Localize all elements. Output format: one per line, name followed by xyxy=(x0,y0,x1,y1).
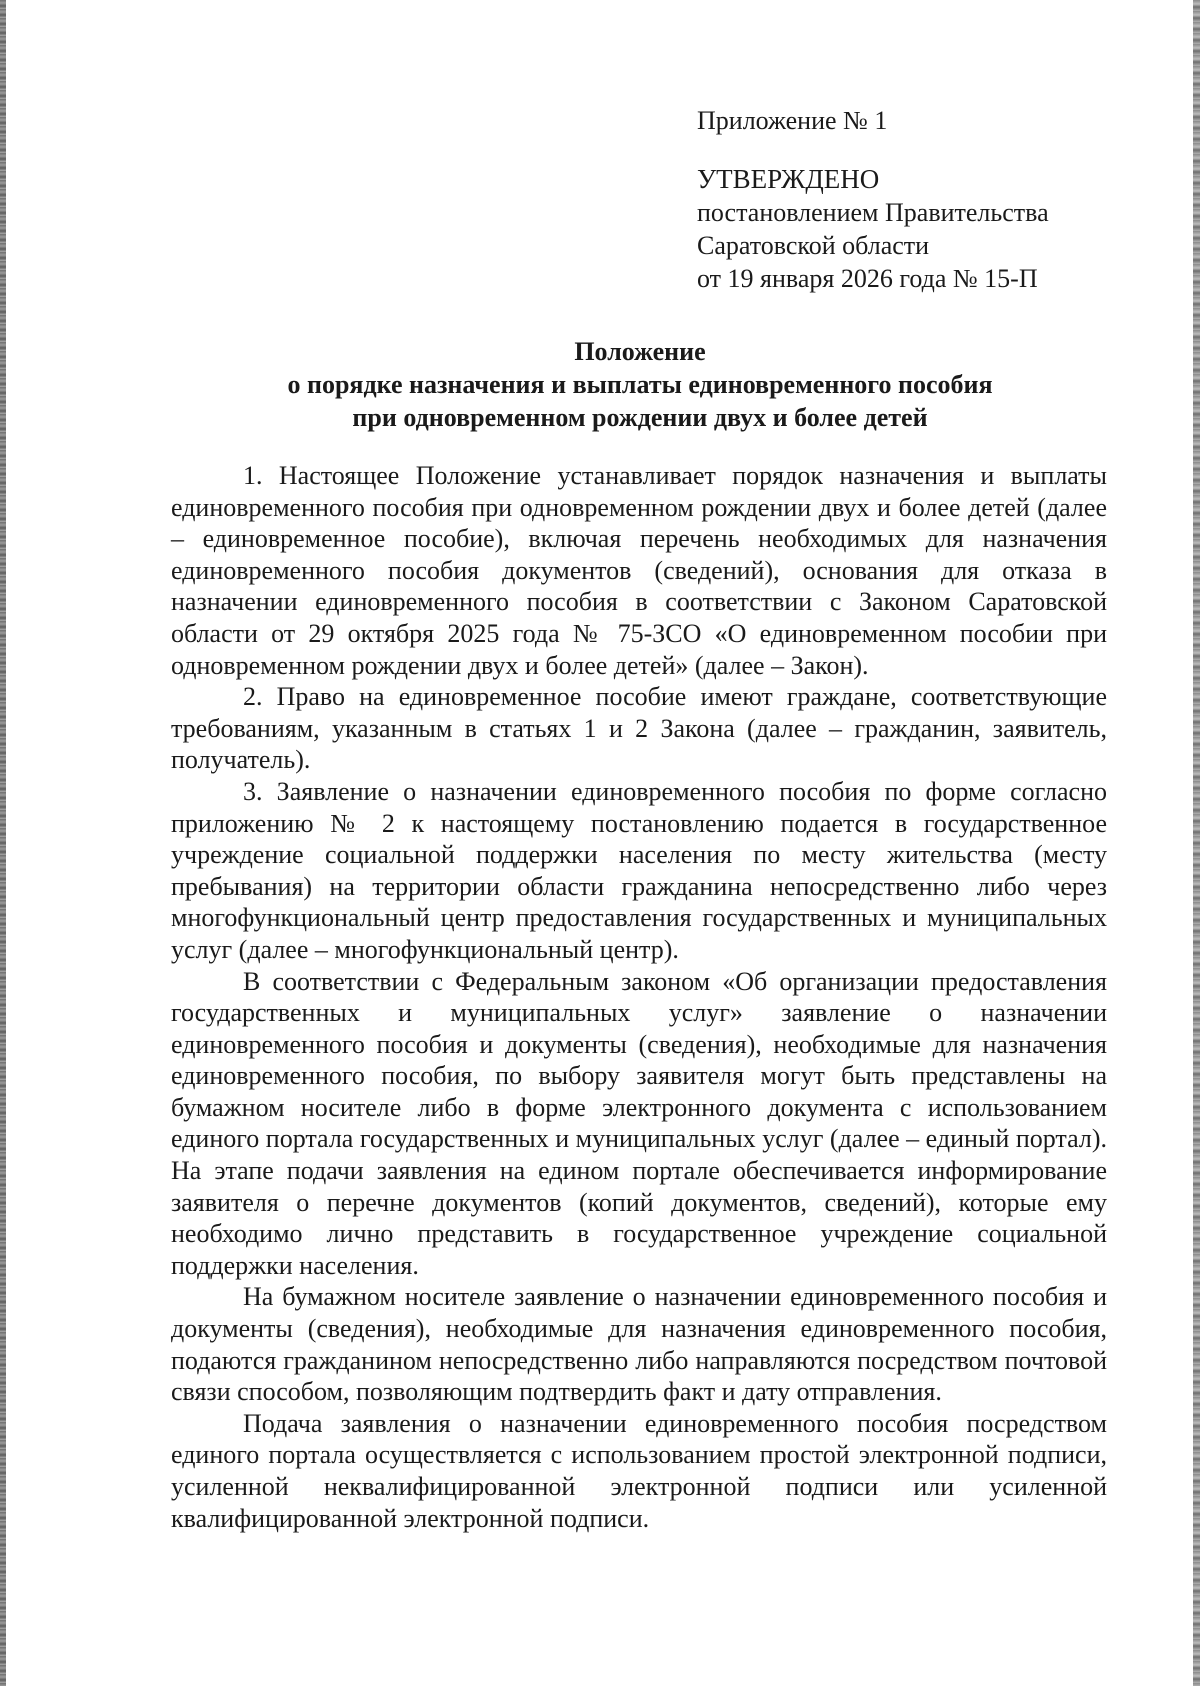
approved-by-line-3: от 19 января 2026 года № 15-П xyxy=(697,264,1038,293)
scan-edge-right xyxy=(1193,0,1200,1686)
approval-block xyxy=(697,104,1117,295)
paragraph-1: 1. Настоящее Положение устанавливает порядок назначения и выплаты единовременного пособия при одновременном рождении двух и более детей (далее – единовременное пособие), включая перечень необходимых для назначения единовременного пособия документов (сведений), основания для отказа в назначении единовременного пособия в соответствии с Законом Саратовской области от 29 октября 2025 года № 75-ЗСО «О единовременном пособии при одновременном рождении двух и более детей» (далее – Закон). xyxy=(171,461,1107,680)
approved-label: УТВЕРЖДЕНО xyxy=(697,164,880,194)
approved-by-line-2: Саратовской области xyxy=(697,231,930,260)
paragraph-4: В соответствии с Федеральным законом «Об организации предоставления государственных и муниципальных услуг» заявление о назначении единовременного пособия и документы (сведения), необходимые для назначения единовременного пособия, по выбору заявителя могут быть представлены на бумажном носителе либо в форме электронного документа с использованием единого портала государственных и муниципальных услуг (далее – единый портал). На этапе подачи заявления на едином портале обеспечивается информирование заявителя о перечне документов (копий документов, сведений), которые ему необходимо лично представить в государственное учреждение социальной поддержки населения. xyxy=(171,966,1107,1280)
document-title xyxy=(150,335,1130,434)
paragraph-2: 2. Право на единовременное пособие имеют граждане, соответствующие требованиям, указанным в статьях 1 и 2 Закона (далее – гражданин, заявитель, получатель). xyxy=(171,682,1107,775)
paragraph-6: Подача заявления о назначении единовременного пособия посредством единого портала осуществляется с использованием простой электронной подписи, усиленной неквалифицированной электронной подписи или усиленной квалифицированной электронной подписи. xyxy=(171,1408,1107,1533)
approved-by-line-1: постановлением Правительства xyxy=(697,198,1049,227)
document-body xyxy=(171,460,1107,1534)
title-line-1: Положение xyxy=(574,337,706,366)
scan-edge-left xyxy=(0,0,6,1686)
title-line-3: при одновременном рождении двух и более детей xyxy=(352,403,928,432)
appendix-label: Приложение № 1 xyxy=(697,106,888,135)
paragraph-3: 3. Заявление о назначении единовременного пособия по форме согласно приложению № 2 к настоящему постановлению подается в государственное учреждение социальной поддержки населения по месту жительства (месту пребывания) на территории области гражданина непосредственно либо через многофункциональный центр предоставления государственных и муниципальных услуг (далее – многофункциональный центр). xyxy=(171,776,1107,964)
title-line-2: о порядке назначения и выплаты единовременного пособия xyxy=(287,370,993,399)
paragraph-5: На бумажном носителе заявление о назначении единовременного пособия и документы (сведения), необходимые для назначения единовременного пособия, подаются гражданином непосредственно либо направляются посредством почтовой связи способом, позволяющим подтвердить факт и дату отправления. xyxy=(171,1282,1107,1407)
